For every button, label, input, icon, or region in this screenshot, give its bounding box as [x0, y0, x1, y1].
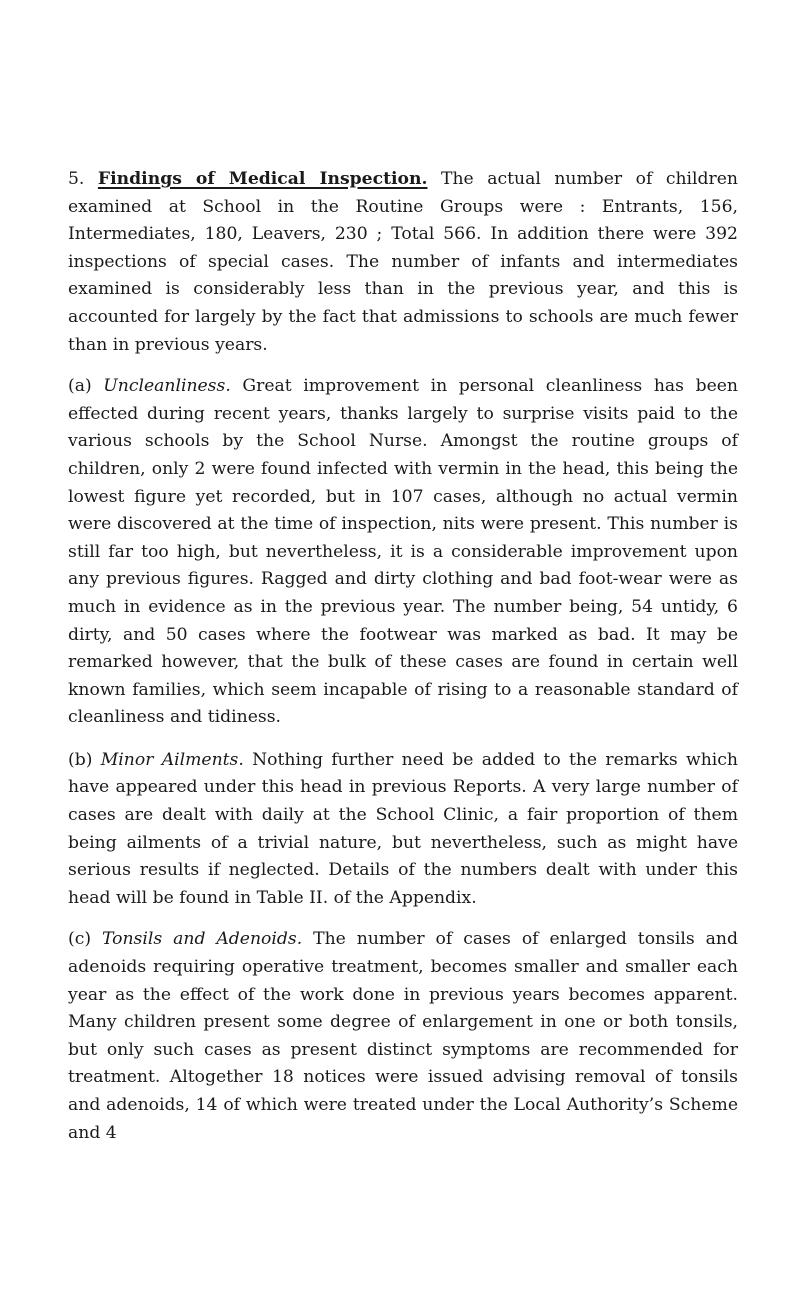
- subsection-b-paragraph: [68, 747, 738, 913]
- subsection-c-paragraph: [68, 926, 738, 1147]
- subsection-a-body: Great improvement in personal cleanliness has been effected during recent years, thanks largely to surprise visits paid to the various schools by the School Nurse. Amongst the routine groups of children, only 2 were found infected with vermin in the head, this being the lowest figure yet recorded, but in 107 cases, although no actual vermin were discovered at the time of inspection, nits were present. This number is still far too high, but nevertheless, it is a considerable improvement upon any previous figures. Ragged and dirty clothing and bad foot-wear were as much in evidence as in the previous year. The number being, 54 untidy, 6 dirty, and 50 cases where the footwear was marked as bad. It may be remarked however, that the bulk of these cases are found in certain well known families, which seem incapable of rising to a reasonable standard of cleanliness and tidiness.: [68, 376, 738, 728]
- subsection-b-body: Nothing further need be added to the remarks which have appeared under this head in previous Reports. A very large number of cases are dealt with daily at the School Clinic, a fair proportion of them being ailments of a trivial nature, but nevertheless, such as might have serious results if neglected. Details of the numbers dealt with under this head will be found in Table II. of the Appendix.: [68, 749, 738, 908]
- subsection-a-label: (a): [68, 376, 92, 397]
- subsection-b-title: Minor Ailments.: [100, 749, 244, 770]
- section-heading: Findings of Medical Inspection.: [97, 169, 428, 189]
- section-body: The actual number of children examined at School in the Routine Groups were : Entrants, 156, Intermediates, 180, Leavers, 230 ; Total 566. In addition there were 392 inspections of special cases. The number of infants and intermediates examined is considerably less than in the previous year, and this is accounted for largely by the fact that admissions to schools are much fewer than in previous years.: [68, 169, 739, 355]
- subsection-c-label: (c): [68, 929, 92, 950]
- subsection-a-title: Uncleanliness.: [103, 376, 231, 397]
- section-number: 5.: [68, 169, 85, 189]
- subsection-a-paragraph: [68, 373, 738, 732]
- section-5-paragraph: [68, 166, 738, 359]
- subsection-c-title: Tonsils and Adenoids.: [102, 929, 303, 950]
- subsection-b-label: (b): [68, 749, 93, 770]
- document-page: [68, 166, 738, 1147]
- subsection-c-body: The number of cases of enlarged tonsils and adenoids requiring operative treatment, becomes smaller and smaller each year as the effect of the work done in previous years becomes apparent. Many children present some degree of enlargement in one or both tonsils, but only such cases as present distinct symptoms are recommended for treatment. Altogether 18 notices were issued advising removal of tonsils and adenoids, 14 of which were treated under the Local Authority’s Scheme and 4: [68, 929, 739, 1143]
